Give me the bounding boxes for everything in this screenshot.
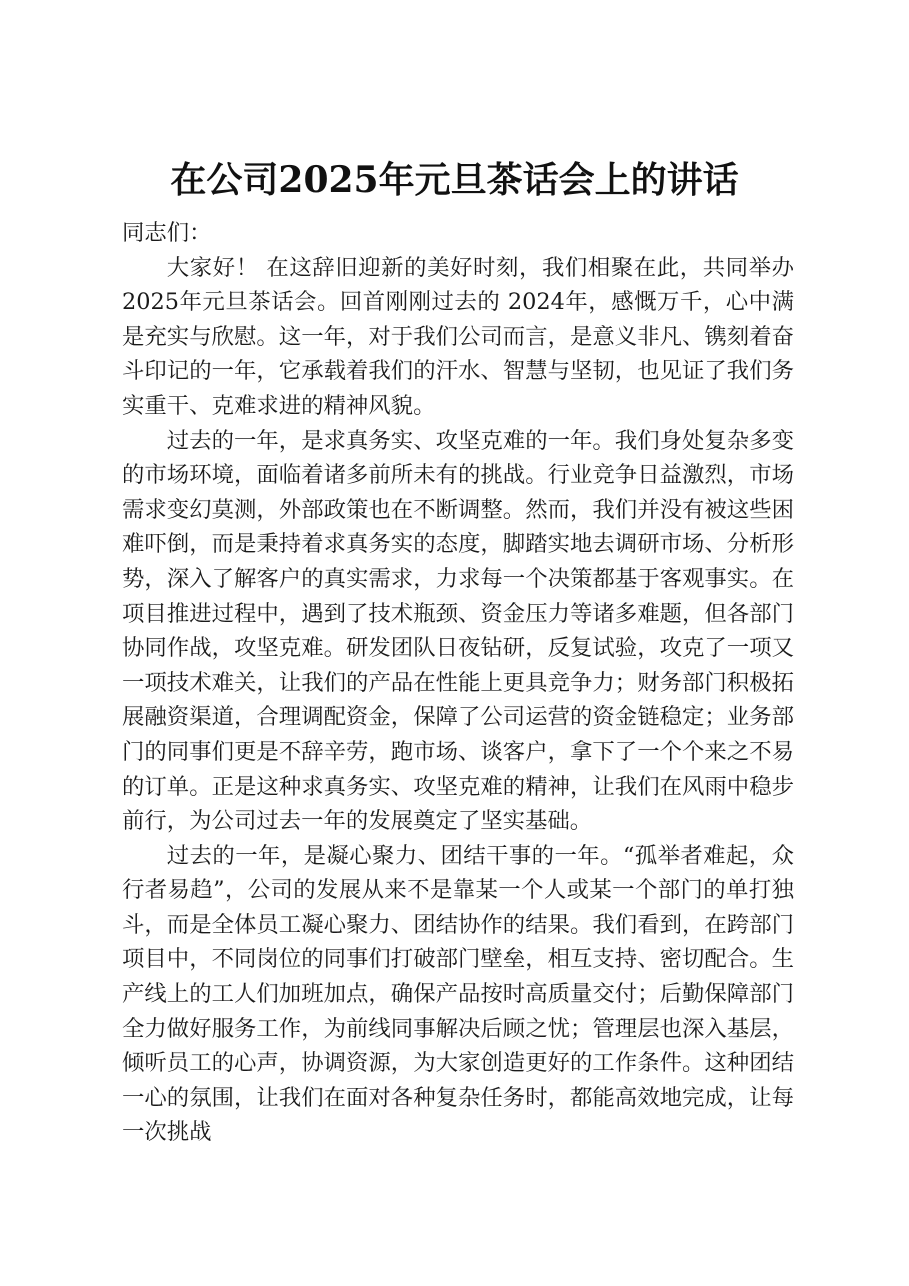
paragraph-2: 过去的一年，是求真务实、攻坚克难的一年。我们身处复杂多变的市场环境，面临着诸多前所未有的挑战。行业竞争日益激烈，市场需求变幻莫测，外部政策也在不断调整。然而，我们并没有被这些困难吓倒，而是秉持着求真务实的态度，脚踏实地去调研市场、分析形势，深入了解客户的真实需求，力求每一个决策都基于客观事实。在项目推进过程中，遇到了技术瓶颈、资金压力等诸多难题，但各部门协同作战，攻坚克难。研发团队日夜钻研，反复试验，攻克了一项又一项技术难关，让我们的产品在性能上更具竞争力；财务部门积极拓展融资渠道，合理调配资金，保障了公司运营的资金链稳定；业务部门的同事们更是不辞辛劳，跑市场、谈客户，拿下了一个个来之不易的订单。正是这种求真务实、攻坚克难的精神，让我们在风雨中稳步前行，为公司过去一年的发展奠定了坚实基础。: [122, 427, 794, 835]
document-body: [122, 216, 794, 1150]
paragraph-1: 大家好！ 在这辞旧迎新的美好时刻，我们相聚在此，共同举办 2025年元旦茶话会。回首刚刚过去的 2024年，感慨万千，心中满是充实与欣慰。这一年，对于我们公司而言，是意义非凡、镌刻着奋斗印记的一年，它承载着我们的汗水、智慧与坚韧，也见证了我们务实重干、克难求进的精神风貌。: [122, 254, 794, 419]
salutation: 同志们：: [122, 220, 212, 246]
document-title: 在公司2025年元旦茶话会上的讲话: [170, 159, 739, 201]
paragraph-3: 过去的一年，是凝心聚力、团结干事的一年。“孤举者难起，众行者易趋”，公司的发展从来不是靠某一个人或某一个部门的单打独斗，而是全体员工凝心聚力、团结协作的结果。我们看到，在跨部门项目中，不同岗位的同事们打破部门壁垒，相互支持、密切配合。生产线上的工人们加班加点，确保产品按时高质量交付；后勤保障部门全力做好服务工作，为前线同事解决后顾之忧；管理层也深入基层，倾听员工的心声，协调资源，为大家创造更好的工作条件。这种团结一心的氛围，让我们在面对各种复杂任务时，都能高效地完成，让每一次挑战: [122, 842, 794, 1146]
